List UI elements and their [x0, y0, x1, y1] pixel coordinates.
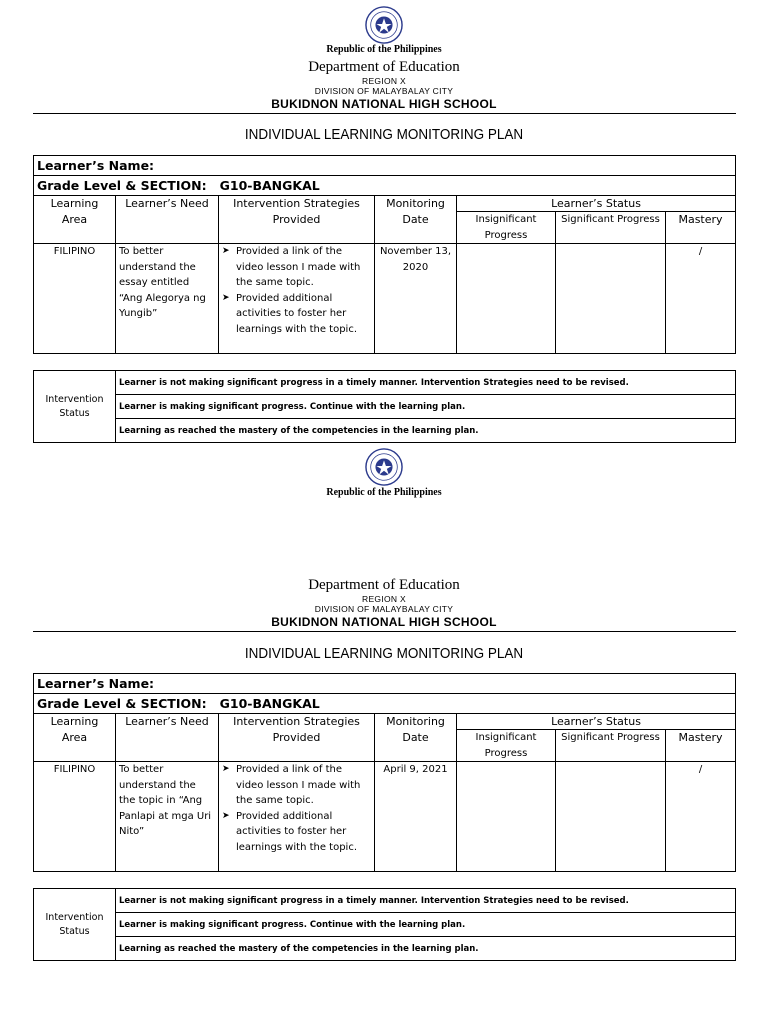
strategy-item: ➤ Provided additional activities to foster her learnings with the topic.: [222, 291, 371, 338]
plan-title: INDIVIDUAL LEARNING MONITORING PLAN: [244, 645, 524, 662]
table-row: [34, 762, 736, 872]
learner-name-label: Learner’s Name:: [34, 674, 736, 694]
cell-significant: [556, 762, 666, 872]
col-significant-progress: Significant Progress: [556, 212, 666, 244]
school-name: BUKIDNON NATIONAL HIGH SCHOOL: [271, 615, 497, 629]
col-learners-need: Learner’s Need: [116, 714, 219, 762]
col-learning-area: Learning Area: [34, 196, 116, 244]
cell-learners-need: To better understand the the topic in “Ang Panlapi at mga Uri Nito”: [116, 762, 219, 872]
strategy-item: ➤ Provided a link of the video lesson I made with the same topic.: [222, 762, 371, 809]
department-heading: Department of Education: [308, 59, 460, 75]
strategy-item: ➤ Provided a link of the video lesson I made with the same topic.: [222, 244, 371, 291]
cell-monitoring-date: November 13, 2020: [375, 244, 457, 354]
republic-heading: Republic of the Philippines: [326, 44, 442, 55]
region-text: REGION X: [362, 76, 406, 86]
col-mastery: Mastery: [666, 730, 736, 762]
col-mastery: Mastery: [666, 212, 736, 244]
cell-monitoring-date: April 9, 2021: [375, 762, 457, 872]
cell-significant: [556, 244, 666, 354]
col-insignificant-progress: Insignificant Progress: [457, 730, 556, 762]
plan-title: INDIVIDUAL LEARNING MONITORING PLAN: [244, 126, 524, 143]
cell-learning-area: FILIPINO: [34, 762, 116, 872]
status-row: Learning as reached the mastery of the competencies in the learning plan.: [116, 419, 736, 443]
col-monitoring-date: Monitoring Date: [375, 196, 457, 244]
header-divider: [33, 631, 736, 632]
school-name: BUKIDNON NATIONAL HIGH SCHOOL: [271, 97, 497, 111]
cell-strategies: [219, 244, 375, 354]
department-heading: Department of Education: [308, 577, 460, 593]
cell-strategies: [219, 762, 375, 872]
division-text: DIVISION OF MALAYBALAY CITY: [314, 86, 454, 96]
intervention-status-table: [33, 888, 736, 961]
col-intervention-strategies: Intervention Strategies Provided: [219, 196, 375, 244]
col-learners-status: Learner’s Status: [457, 714, 736, 730]
col-learning-area: Learning Area: [34, 714, 116, 762]
status-row: Learner is making significant progress. Continue with the learning plan.: [116, 395, 736, 419]
status-row: Learner is not making significant progress in a timely manner. Intervention Strategies need to be revised.: [116, 371, 736, 395]
status-row: Learner is not making significant progress in a timely manner. Intervention Strategies need to be revised.: [116, 889, 736, 913]
col-intervention-strategies: Intervention Strategies Provided: [219, 714, 375, 762]
cell-learners-need: To better understand the essay entitled “Ang Alegorya ng Yungib”: [116, 244, 219, 354]
col-insignificant-progress: Insignificant Progress: [457, 212, 556, 244]
republic-heading: Republic of the Philippines: [326, 487, 442, 498]
intervention-status-table: [33, 370, 736, 443]
grade-value: G10-BANGKAL: [219, 696, 320, 711]
cell-insignificant: [457, 244, 556, 354]
strategy-item: ➤ Provided additional activities to foster her learnings with the topic.: [222, 809, 371, 856]
status-row: Learner is making significant progress. Continue with the learning plan.: [116, 913, 736, 937]
monitoring-plan-table: [33, 155, 736, 354]
cell-insignificant: [457, 762, 556, 872]
status-row: Learning as reached the mastery of the competencies in the learning plan.: [116, 937, 736, 961]
grade-section-cell: [34, 176, 736, 196]
deped-seal-icon: [365, 6, 403, 44]
intervention-status-label: Intervention Status: [34, 889, 116, 961]
monitoring-plan-table: [33, 673, 736, 872]
table-row: [34, 244, 736, 354]
cell-mastery: /: [666, 762, 736, 872]
col-monitoring-date: Monitoring Date: [375, 714, 457, 762]
header-divider: [33, 113, 736, 114]
cell-mastery: /: [666, 244, 736, 354]
grade-section-cell: [34, 694, 736, 714]
intervention-status-label: Intervention Status: [34, 371, 116, 443]
division-text: DIVISION OF MALAYBALAY CITY: [314, 604, 454, 614]
grade-label: Grade Level & SECTION:: [37, 696, 207, 711]
col-learners-status: Learner’s Status: [457, 196, 736, 212]
region-text: REGION X: [362, 594, 406, 604]
col-learners-need: Learner’s Need: [116, 196, 219, 244]
learner-name-label: Learner’s Name:: [34, 156, 736, 176]
cell-learning-area: FILIPINO: [34, 244, 116, 354]
deped-seal-icon: [365, 448, 403, 486]
grade-value: G10-BANGKAL: [219, 178, 320, 193]
col-significant-progress: Significant Progress: [556, 730, 666, 762]
grade-label: Grade Level & SECTION:: [37, 178, 207, 193]
